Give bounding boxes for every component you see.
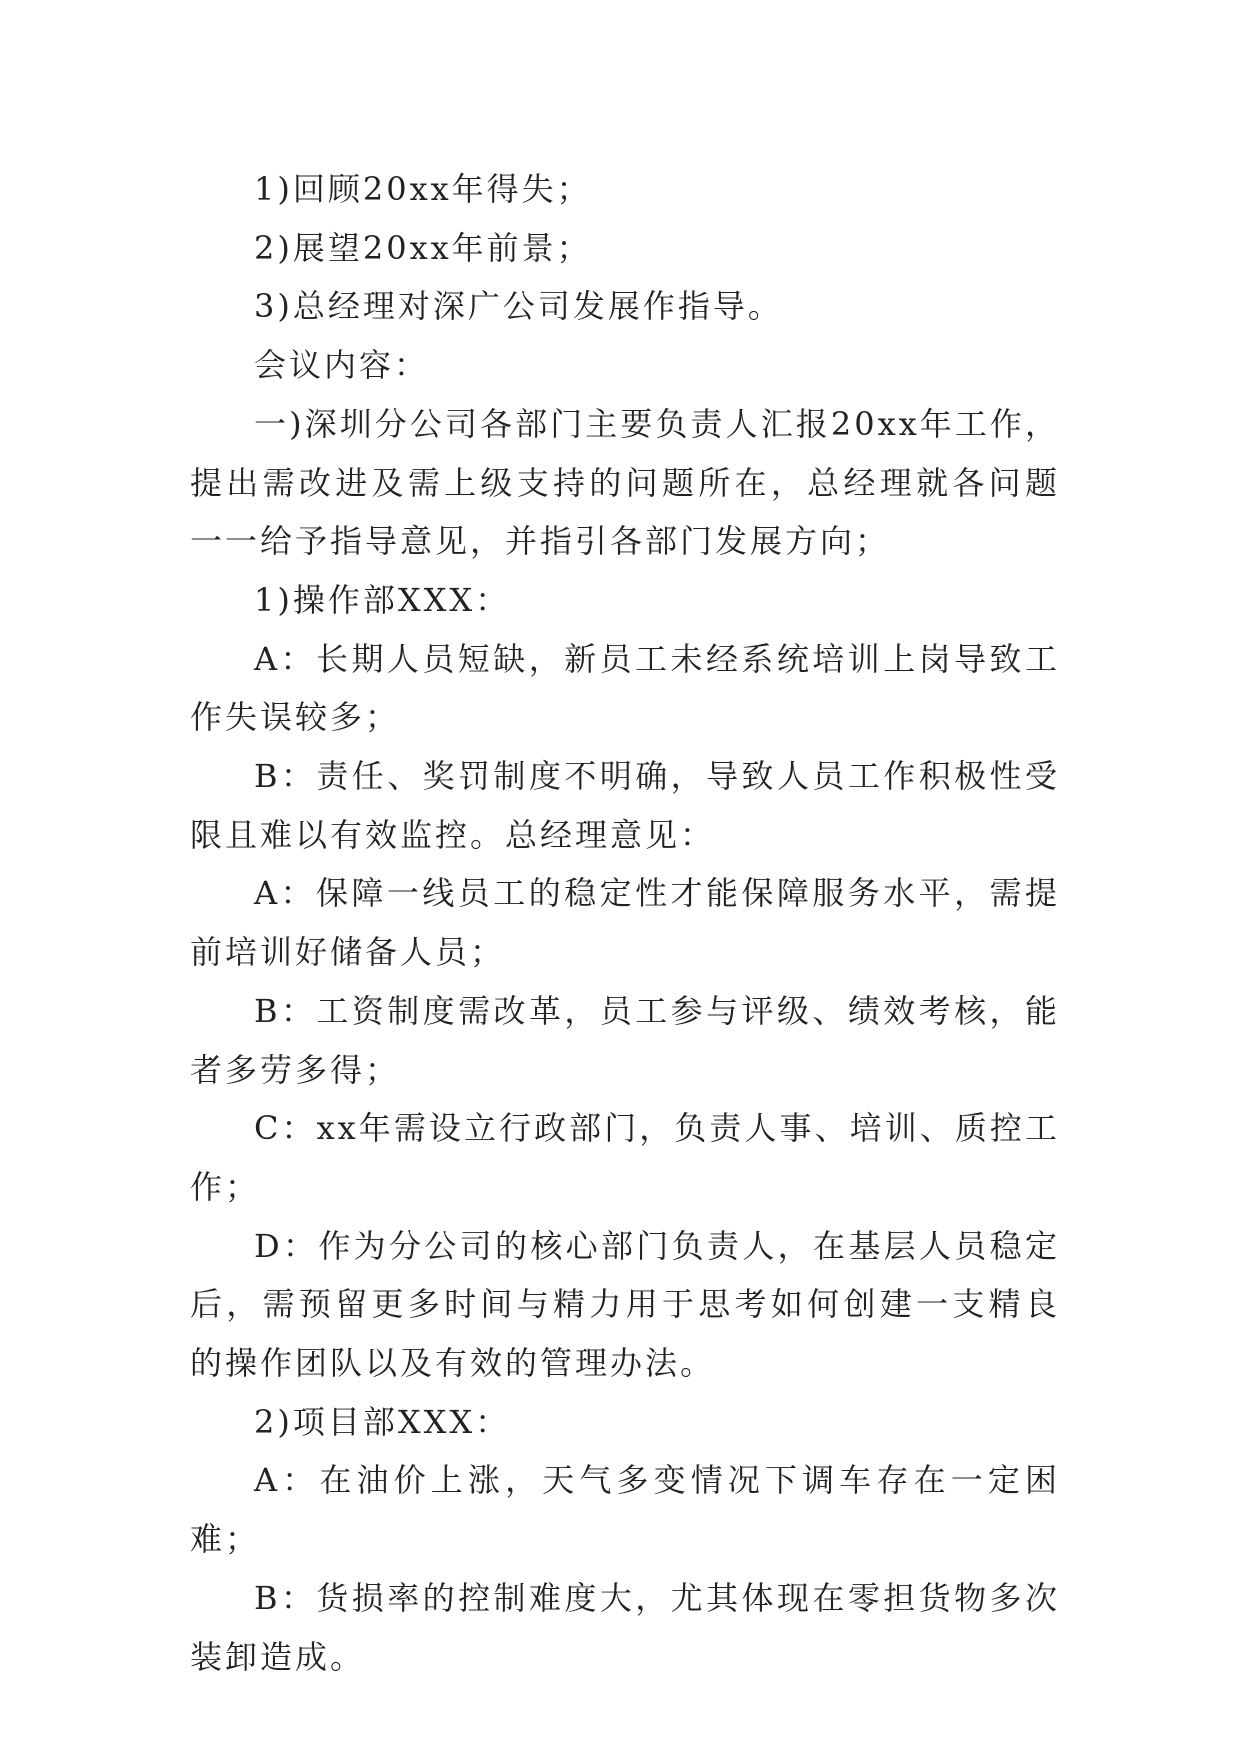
document-body — [190, 160, 1060, 1686]
project-issue-a: A：在油价上涨，天气多变情况下调车存在一定困难； — [190, 1461, 1060, 1559]
agenda-item-3: 3)总经理对深广公司发展作指导。 — [254, 287, 783, 326]
agenda-item-2: 2)展望20xx年前景； — [254, 228, 592, 267]
agenda-item-1: 1)回顾20xx年得失； — [254, 170, 592, 208]
meeting-content-heading: 会议内容： — [254, 346, 430, 385]
operations-dept-heading: 1)操作部XXX： — [254, 580, 511, 619]
operations-issue-b: B：责任、奖罚制度不明确，导致人员工作积极性受限且难以有效监控。总经理意见： — [190, 757, 1060, 854]
operations-issue-a: A：长期人员短缺，新员工未经系统培训上岗导致工作失误较多； — [190, 639, 1060, 737]
project-issue-b: B：货损率的控制难度大，尤其体现在零担货物多次装卸造成。 — [190, 1578, 1060, 1676]
gm-opinion-d: D：作为分公司的核心部门负责人，在基层人员稳定后，需预留更多时间与精力用于思考如何创建一支精良的操作团队以及有效的管理办法。 — [190, 1226, 1060, 1383]
project-dept-heading: 2)项目部XXX： — [254, 1402, 511, 1441]
gm-opinion-b: B：工资制度需改革，员工参与评级、绩效考核，能者多劳多得； — [190, 991, 1060, 1089]
gm-opinion-c: C：xx年需设立行政部门，负责人事、培训、质控工作； — [190, 1109, 1060, 1206]
section-one-intro: 一)深圳分公司各部门主要负责人汇报20xx年工作，提出需改进及需上级支持的问题所在，总经理就各问题一一给予指导意见，并指引各部门发展方向； — [190, 404, 1060, 561]
gm-opinion-a: A：保障一线员工的稳定性才能保障服务水平，需提前培训好储备人员； — [190, 874, 1060, 972]
